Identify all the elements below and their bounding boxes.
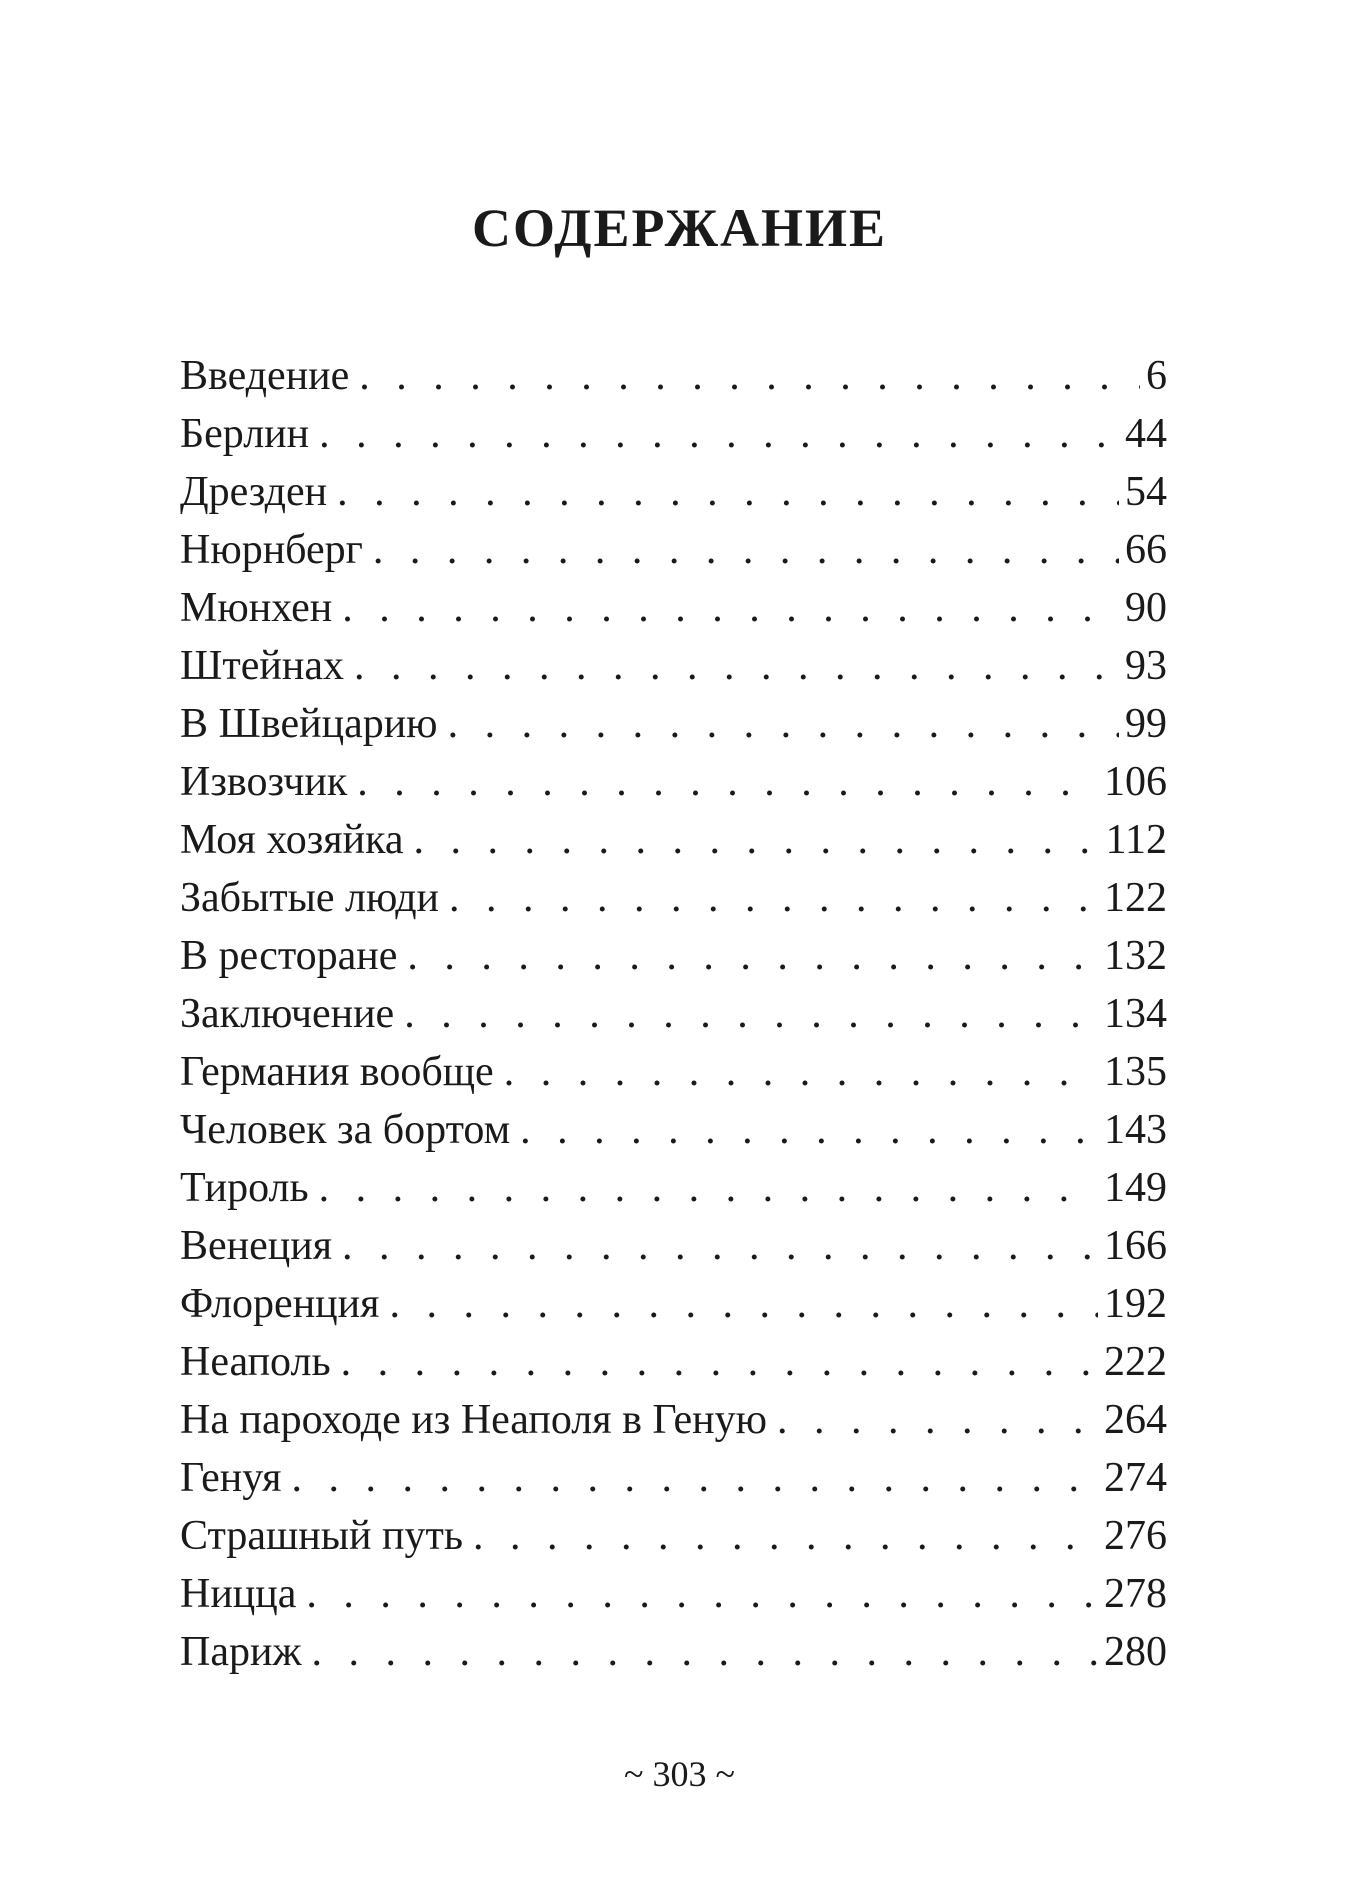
dot-leader bbox=[354, 637, 1119, 695]
dot-leader bbox=[473, 1507, 1098, 1565]
toc-entry-page: 278 bbox=[1104, 1571, 1167, 1617]
table-of-contents bbox=[180, 347, 1167, 1681]
dot-leader bbox=[414, 811, 1100, 869]
dot-leader bbox=[404, 985, 1098, 1043]
toc-entry-title: Нюрнберг bbox=[180, 527, 363, 573]
toc-entry bbox=[180, 811, 1167, 869]
toc-entry bbox=[180, 1159, 1167, 1217]
toc-entry-page: 192 bbox=[1104, 1281, 1167, 1327]
toc-entry bbox=[180, 927, 1167, 985]
toc-entry-page: 222 bbox=[1104, 1339, 1167, 1385]
toc-entry-title: Париж bbox=[180, 1629, 302, 1675]
toc-entry bbox=[180, 1565, 1167, 1623]
toc-entry bbox=[180, 637, 1167, 695]
toc-entry-title: Ницца bbox=[180, 1571, 297, 1617]
toc-entry bbox=[180, 463, 1167, 521]
toc-entry-title: Страшный путь bbox=[180, 1513, 463, 1559]
toc-entry-page: 90 bbox=[1125, 585, 1167, 631]
toc-entry-title: Тироль bbox=[180, 1165, 309, 1211]
toc-entry-page: 264 bbox=[1104, 1397, 1167, 1443]
toc-entry-title: Неаполь bbox=[180, 1339, 331, 1385]
toc-entry bbox=[180, 1391, 1167, 1449]
page-number: ~ 303 ~ bbox=[624, 1754, 735, 1794]
dot-leader bbox=[359, 347, 1140, 405]
toc-entry bbox=[180, 695, 1167, 753]
dot-leader bbox=[311, 1623, 1098, 1681]
dot-leader bbox=[341, 1333, 1098, 1391]
dot-leader bbox=[337, 463, 1119, 521]
dot-leader bbox=[407, 927, 1098, 985]
toc-entry bbox=[180, 579, 1167, 637]
toc-entry-title: В Швейцарию bbox=[180, 701, 438, 747]
toc-entry-page: 143 bbox=[1104, 1107, 1167, 1153]
toc-entry-title: Мюнхен bbox=[180, 585, 333, 631]
toc-entry-page: 93 bbox=[1125, 643, 1167, 689]
toc-entry-page: 122 bbox=[1104, 875, 1167, 921]
toc-entry-title: Извозчик bbox=[180, 759, 348, 805]
dot-leader bbox=[777, 1391, 1098, 1449]
dot-leader bbox=[449, 869, 1098, 927]
dot-leader bbox=[389, 1275, 1098, 1333]
toc-entry bbox=[180, 521, 1167, 579]
toc-entry-title: Штейнах bbox=[180, 643, 344, 689]
toc-entry-page: 135 bbox=[1104, 1049, 1167, 1095]
toc-entry-title: Введение bbox=[180, 353, 350, 399]
toc-entry bbox=[180, 1043, 1167, 1101]
toc-entry bbox=[180, 1333, 1167, 1391]
toc-entry-title: Человек за бортом bbox=[180, 1107, 511, 1153]
toc-entry-title: Забытые люди bbox=[180, 875, 440, 921]
dot-leader bbox=[373, 521, 1119, 579]
toc-entry-page: 132 bbox=[1104, 933, 1167, 979]
toc-entry bbox=[180, 1275, 1167, 1333]
toc-entry-page: 106 bbox=[1104, 759, 1167, 805]
toc-entry-page: 99 bbox=[1125, 701, 1167, 747]
toc-entry-page: 276 bbox=[1104, 1513, 1167, 1559]
toc-entry-title: Генуя bbox=[180, 1455, 282, 1501]
toc-entry-title: Германия вообще bbox=[180, 1049, 494, 1095]
toc-entry bbox=[180, 1101, 1167, 1159]
dot-leader bbox=[357, 753, 1098, 811]
toc-entry-page: 66 bbox=[1125, 527, 1167, 573]
toc-entry bbox=[180, 985, 1167, 1043]
toc-entry bbox=[180, 869, 1167, 927]
toc-entry-title: Заключение bbox=[180, 991, 395, 1037]
toc-entry-page: 112 bbox=[1105, 817, 1167, 863]
dot-leader bbox=[342, 579, 1119, 637]
dot-leader bbox=[520, 1101, 1098, 1159]
toc-entry-page: 54 bbox=[1125, 469, 1167, 515]
toc-entry-title: Берлин bbox=[180, 411, 310, 457]
toc-entry-page: 166 bbox=[1104, 1223, 1167, 1269]
dot-leader bbox=[504, 1043, 1098, 1101]
toc-entry-title: Моя хозяйка bbox=[180, 817, 404, 863]
dot-leader bbox=[291, 1449, 1098, 1507]
toc-entry-page: 149 bbox=[1104, 1165, 1167, 1211]
toc-entry bbox=[180, 1507, 1167, 1565]
toc-entry-title: Дрезден bbox=[180, 469, 328, 515]
dot-leader bbox=[306, 1565, 1098, 1623]
toc-entry-page: 6 bbox=[1146, 353, 1167, 399]
toc-entry bbox=[180, 1217, 1167, 1275]
toc-entry-page: 44 bbox=[1125, 411, 1167, 457]
toc-entry-title: В ресторане bbox=[180, 933, 398, 979]
dot-leader bbox=[319, 1159, 1098, 1217]
toc-entry-page: 134 bbox=[1104, 991, 1167, 1037]
dot-leader bbox=[319, 405, 1119, 463]
toc-entry bbox=[180, 1623, 1167, 1681]
toc-entry-page: 280 bbox=[1104, 1629, 1167, 1675]
toc-entry bbox=[180, 405, 1167, 463]
toc-entry bbox=[180, 347, 1167, 405]
toc-entry bbox=[180, 1449, 1167, 1507]
dot-leader bbox=[342, 1217, 1098, 1275]
toc-entry-page: 274 bbox=[1104, 1455, 1167, 1501]
page-title: СОДЕРЖАНИЕ bbox=[472, 198, 887, 258]
toc-entry-title: Флоренция bbox=[180, 1281, 380, 1327]
toc-entry-title: Венеция bbox=[180, 1223, 333, 1269]
toc-entry bbox=[180, 753, 1167, 811]
dot-leader bbox=[448, 695, 1119, 753]
toc-entry-title: На пароходе из Неаполя в Геную bbox=[180, 1397, 767, 1443]
